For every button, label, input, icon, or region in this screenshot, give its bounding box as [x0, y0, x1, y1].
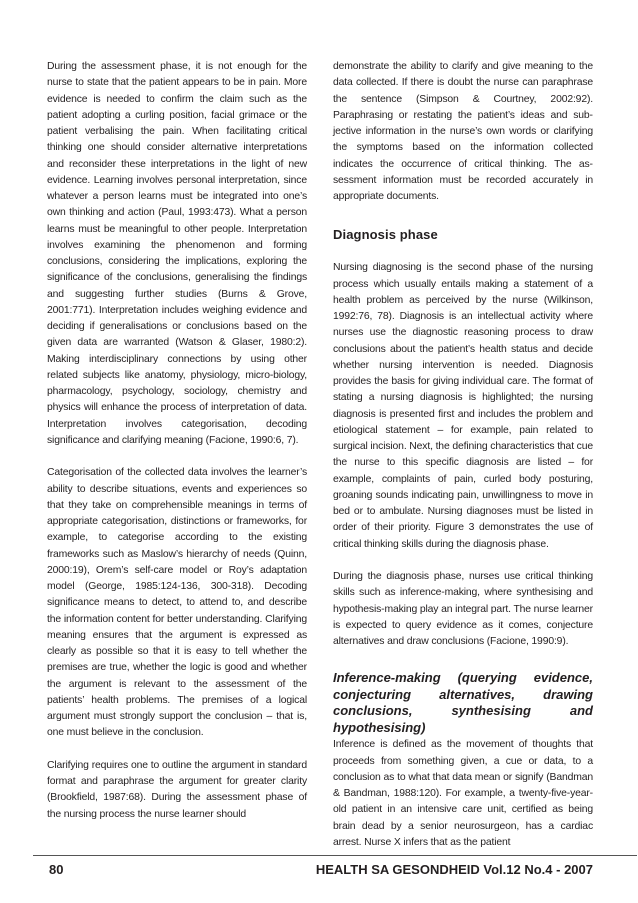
journal-citation: HEALTH SA GESONDHEID Vol.12 No.4 - 2007	[315, 862, 593, 877]
subsection-heading: Inference-making (querying evidence, conjecturing alternatives, drawing conclusions, synthesising and hypothesising)	[333, 670, 593, 735]
body-paragraph: demonstrate the ability to clarify and give meaning to the data collected. If there is doubt the nurse can paraphrase the sentence (Simpson & Courtney, 2002:92). Paraphrasing or restating the patient’s ideas and subjective information in the nurse’s own words or clarifying the symptoms based on the information collected indicates the occurrence of critical thinking. The assessment information must be recorded accurately in appropriate documents.	[333, 61, 593, 202]
footer-rule	[33, 855, 637, 856]
body-paragraph: Clarifying requires one to outline the argument in standard format and paraphrase the argument for greater clarity (Brookfield, 1987:68). During the assessment phase of the nursing process the nurse learner should	[47, 759, 307, 820]
body-paragraph: Inference is defined as the movement of thoughts that proceeds from something given, a cue or data, to a conclusion as to what that data mean or signify (Bandman & Bandman, 1988:120). For example, a twenty-five-year-old patient in an intensive care unit, certified as being brain dead by a senior neurosurgeon, has a cardiac arrest. Nurse X infers that as the patient	[333, 739, 593, 848]
body-paragraph: Categorisation of the collected data involves the learner’s ability to describe situations, events and experiences so that they take on comprehensible meanings in terms of appropriate categorisation, distinctions or frameworks, for example, to categorise according to the existing frameworks such as Maslow’s hierarchy of needs (Quinn, 2000:19), Orem’s self-care model or Roy’s adaptation model (George, 1985:124-136, 300-318). Decoding significance means to detect, to attend to, and describe the information content for better understanding. Clarifying meaning ensures that the argument is expressed as clearly as possible so that it is easy to tell whether the premises are true, whether the logic is good and whether the argument is relevant to the assessment of the patients’ health problems. The premises of a logical argument must strongly support the conclusion – that is, one must believe in the conclusion.	[47, 467, 307, 739]
body-paragraph: During the diagnosis phase, nurses use critical thinking skills such as inference-making, where synthesising and hypothesis-making play an integral part. The nurse learner is expected to query evidence as it comes, conjecture alternatives and draw conclusions (Facione, 1990:9).	[333, 571, 593, 647]
body-paragraph: During the assessment phase, it is not enough for the nurse to state that the patient appears to be in pain. More evidence is needed to confirm the claim such as the patient adopting a curling position, facial grimace or the patient verbalising the pain. When facilitating critical thinking one should consider alternative interpretations and reconsider these interpretations in the light of new evidence. Learning involves personal interpretation, since whatever a person learns must be integrated into one’s own thinking and action (Paul, 1993:473). What a person learns must be meaningful to other people. Interpretation involves examining the phenomenon and forming conclusions, considering the implications, exploring the significance of the conclusions, generalising the findings and suggesting further studies (Burns & Grove, 2001:771). Interpretation includes weighing evidence and deciding if generalisations or conclusions based on the given data are warranted (Watson & Glaser, 1980:2). Making interdisciplinary connections by using other related subjects like anatomy, physiology, micro-biology, pharmacology, psychology, sociology, chemistry and physics will enhance the process of interpretation of data. Interpretation involves categorisation, decoding significance and clarifying meaning (Facione, 1990:6, 7).	[47, 61, 307, 446]
body-paragraph: Nursing diagnosing is the second phase of the nursing process which usually entails making a statement of a health problem as perceived by the nurse (Wilkinson, 1992:76, 78). Diagnosis is an intellectual activity where nurses use the diagnostic reasoning process to draw conclusions about the patient’s health status and decide whether nursing intervention is needed. Diagnosis provides the basis for giving individual care. The format of stating a nursing diagnosis is highlighted; the nursing diagnosis is presented first and includes the problem and etiological statement – for example, pain related to surgical incision. Next, the defining characteristics that cue the nurse to this specific diagnosis are listed – for example, complaints of pain, curled body posturing, groaning sounds indicating pain, unwillingness to move in bed or to ambulate. Nursing diagnoses must be listed in order of their priority. Figure 3 demonstrates the use of critical thinking skills during the diagnosis phase.	[333, 262, 593, 550]
right-column	[333, 59, 593, 851]
section-heading: Diagnosis phase	[333, 227, 438, 243]
page-number: 80	[49, 862, 64, 877]
left-column	[47, 59, 307, 823]
